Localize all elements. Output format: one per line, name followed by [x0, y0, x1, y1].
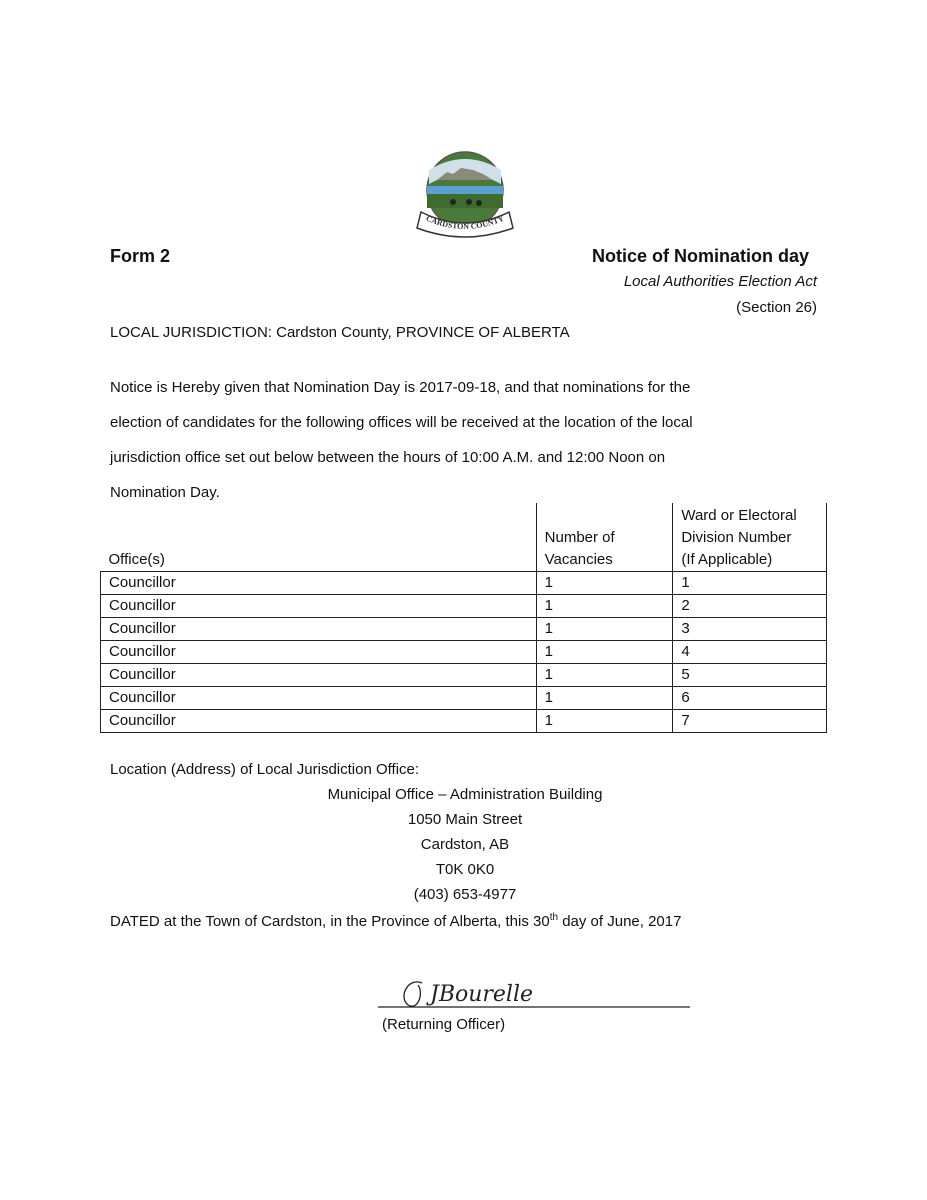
address-building: Municipal Office – Administration Building — [327, 786, 603, 803]
table-row: Councillor 1 2 — [101, 595, 827, 618]
act-name: Local Authorities Election Act — [623, 273, 817, 290]
local-jurisdiction: LOCAL JURISDICTION: Cardston County, PROVINCE OF ALBERTA — [110, 324, 570, 341]
table-row: Councillor 1 6 — [101, 687, 827, 710]
signature-text: JBourelle — [430, 982, 534, 1007]
notice-line: election of candidates for the following offices will be received at the location of the local — [110, 414, 693, 431]
header-offices: Office(s) — [108, 551, 165, 568]
offices-table — [100, 503, 827, 733]
notice-line: Notice is Hereby given that Nomination Day is 2017-09-18, and that nominations for the — [110, 379, 691, 396]
notice-line: Nomination Day. — [110, 484, 220, 501]
notice-title: Notice of Nomination day — [591, 246, 809, 266]
address-postal: T0K 0K0 — [435, 861, 495, 878]
header-vacancies: Number of Vacancies — [536, 503, 673, 572]
dated-statement: DATED at the Town of Cardston, in the Province of Alberta, this 30th day of June, 2017 — [110, 912, 682, 930]
address-city: Cardston, AB — [420, 836, 510, 853]
header-ward: Ward or Electoral Division Number (If Applicable) — [673, 503, 827, 572]
address-street: 1050 Main Street — [407, 811, 523, 828]
table-row: Councillor 1 7 — [101, 710, 827, 733]
logo-text: CARDSTON COUNTY — [424, 213, 506, 232]
table-row: Councillor 1 1 — [101, 572, 827, 595]
act-section: (Section 26) — [736, 299, 817, 316]
notice-line: jurisdiction office set out below between the hours of 10:00 A.M. and 12:00 Noon on — [110, 449, 666, 466]
location-label: Location (Address) of Local Jurisdiction Office: — [110, 761, 420, 778]
cardston-county-logo — [413, 150, 517, 242]
form-number: Form 2 — [110, 246, 171, 266]
table-row: Councillor 1 5 — [101, 664, 827, 687]
table-header-row — [101, 503, 827, 572]
returning-officer-label: (Returning Officer) — [382, 1016, 506, 1033]
table-row: Councillor 1 3 — [101, 618, 827, 641]
table-row: Councillor 1 4 — [101, 641, 827, 664]
signature — [378, 975, 698, 1015]
address-phone: (403) 653-4977 — [413, 886, 517, 903]
notice-paragraph — [110, 370, 810, 510]
